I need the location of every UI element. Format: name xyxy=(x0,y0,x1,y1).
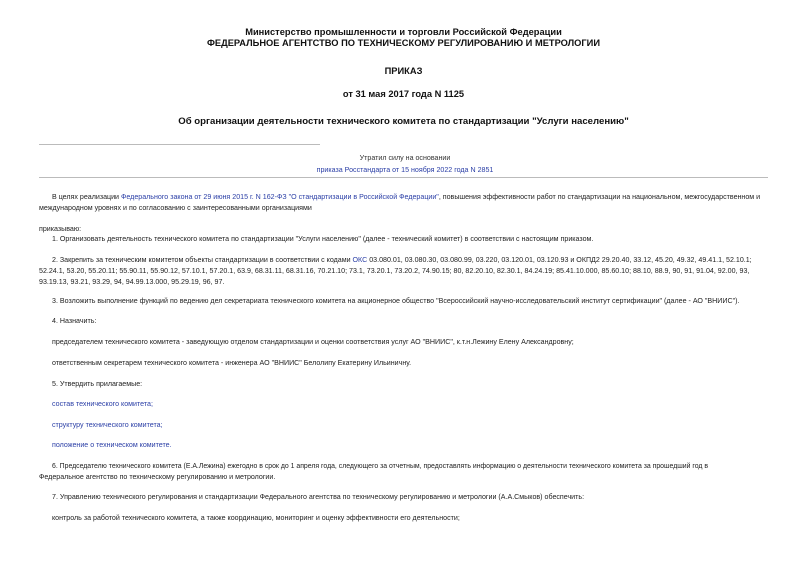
intro-suffix: , повышения эффективности работ по стандартизации на национальном, межгосударственном и xyxy=(438,193,761,201)
item-1: 1. Организовать деятельность технического комитета по стандартизации "Услуги населению" (далее - технический комитет) в соответствии с настоящим приказом. xyxy=(52,235,594,243)
document-date: от 31 мая 2017 года N 1125 xyxy=(342,89,465,99)
item-6-line2: Федеральное агентство по техническому регулированию и метрологии. xyxy=(39,473,276,481)
oks-link[interactable]: ОКС xyxy=(352,256,368,264)
intro-prefix: В целях реализации xyxy=(52,193,121,201)
annulment-text: Утратил силу на основании xyxy=(359,154,451,162)
secretary-appointment: ответственным секретарем технического комитета - инженера АО "ВНИИС" Белолипу Екатерину Ильиничну. xyxy=(52,359,412,367)
order-word: приказываю: xyxy=(39,225,82,233)
item-2-suffix: 03.080.01, 03.080.30, 03.080.99, 03.220, 03.120.01, 03.120.93 и ОКПД2 29.20.40, 33.12, 45.20, 49.32, 49.41.1, 52.10.1; xyxy=(367,256,752,264)
annulment-order-link[interactable]: приказа Росстандарта от 15 ноября 2022 года N 2851 xyxy=(316,166,494,174)
intro-paragraph-line1 xyxy=(52,192,760,203)
control-duty: контроль за работой технического комитета, а также координацию, мониторинг и оценку эффективности его деятельности; xyxy=(52,514,460,522)
agency-name: ФЕДЕРАЛЬНОЕ АГЕНТСТВО ПО ТЕХНИЧЕСКОМУ РЕГУЛИРОВАНИЮ И МЕТРОЛОГИИ xyxy=(206,38,601,48)
document-type: ПРИКАЗ xyxy=(384,66,423,76)
item-4: 4. Назначить: xyxy=(52,317,97,325)
item-3: 3. Возложить выполнение функций по ведению дел секретариата технического комитета на акционерное общество "Всероссийский научно-исследовательский институт сертификации" (далее - АО "ВНИИС"). xyxy=(52,297,740,305)
federal-law-link[interactable]: Федерального закона от 29 июня 2015 г. N 162-ФЗ "О стандартизации в Российской Федерации" xyxy=(121,193,439,201)
chairman-appointment: председателем технического комитета - заведующую отделом стандартизации и оценки соответствия услуг АО "ВНИИС", к.т.н.Лежину Елену Александровну; xyxy=(52,338,574,346)
item-2-line1 xyxy=(52,255,752,266)
committee-composition-link[interactable]: состав технического комитета; xyxy=(52,400,153,408)
item-5: 5. Утвердить прилагаемые: xyxy=(52,380,143,388)
item-6-line1: 6. Председателю технического комитета (Е.А.Лежина) ежегодно в срок до 1 апреля года, следующего за отчетным, предоставлять информацию о деятельности технического комитета за прошедший год в xyxy=(52,463,709,470)
committee-composition-line xyxy=(52,399,153,410)
committee-regulation-link[interactable]: положение о техническом комитете. xyxy=(52,441,172,449)
committee-structure-link[interactable]: структуру технического комитета; xyxy=(52,421,163,429)
ministry-name: Министерство промышленности и торговли Российской Федерации xyxy=(245,27,562,37)
intro-paragraph-line2: международном уровнях и по согласованию с заинтересованными организациями xyxy=(39,204,312,212)
item-2-prefix: 2. Закрепить за техническим комитетом объекты стандартизации в соответствии с кодами xyxy=(52,256,353,264)
item-2-line3: 93.19.13, 93.21, 93.29, 94, 94.99.13.000, 95.29.19, 96, 97. xyxy=(39,278,225,286)
annulment-note-line xyxy=(270,164,540,176)
committee-regulation-line xyxy=(52,440,172,451)
committee-structure-line xyxy=(52,420,163,431)
item-2-line2: 52.24.1, 53.20, 55.20.11; 55.90.11, 55.90.12, 57.10.1, 57.20.1, 63.9, 68.31.11, 68.31.16, 70.21.10; 73.1, 73.20.1, 73.20.2, 74.90.15; 80, 82.20.10, 82.30.1, 84.24.19; 85.41.10.000, 85.60.10; 88.10, 88.9, 90, 91, 91.04, 92.00, 93, xyxy=(39,267,750,275)
item-7: 7. Управлению технического регулирования и стандартизации Федерального агентства по техническому регулированию и метрологии (А.А.Смыков) обеспечить: xyxy=(52,493,585,501)
separator-top xyxy=(39,144,320,145)
separator-bottom xyxy=(39,177,768,178)
document-title: Об организации деятельности технического комитета по стандартизации "Услуги населению" xyxy=(178,116,629,127)
